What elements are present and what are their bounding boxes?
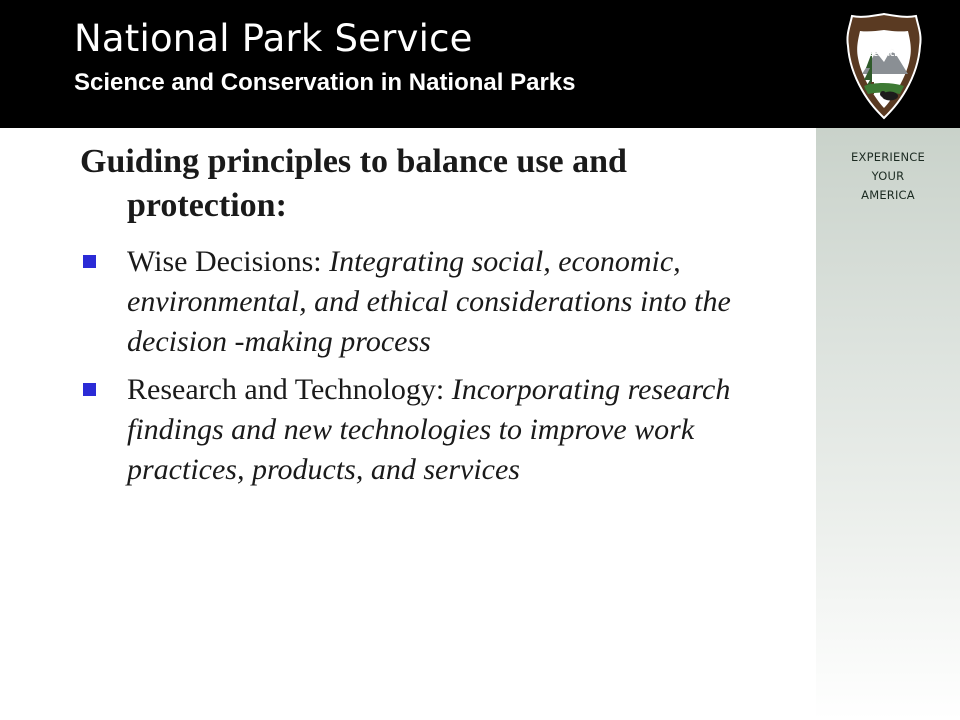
- logo-text-national: NATIONAL: [866, 37, 902, 44]
- bullet-description: Incorporating research findings and new technologies to improve work practices, products, and services: [127, 373, 731, 486]
- slide-heading: Guiding principles to balance use and protection:: [80, 143, 627, 224]
- square-bullet-icon: [83, 255, 96, 268]
- bullet-description: Integrating social, economic, environmental, and ethical considerations into the decision -making process: [127, 245, 731, 358]
- bullet-lead: Wise Decisions:: [127, 245, 330, 278]
- sidebar-panel: [816, 128, 960, 720]
- bullet-list: [80, 242, 780, 490]
- page-title: National Park Service: [74, 17, 473, 60]
- logo-text-park: PARK: [874, 44, 894, 51]
- header-bar: [0, 0, 960, 128]
- logo-text-service: SERVICE: [869, 51, 899, 58]
- tagline: [816, 148, 960, 205]
- tagline-line-1: EXPERIENCE: [851, 150, 925, 164]
- square-bullet-icon: [83, 383, 96, 396]
- list-item: [80, 242, 780, 362]
- tagline-line-3: AMERICA: [861, 188, 915, 202]
- slide-content: [80, 140, 780, 498]
- nps-arrowhead-icon: [842, 12, 926, 120]
- page-subtitle: Science and Conservation in National Parks: [74, 69, 576, 96]
- tagline-line-2: YOUR: [871, 169, 905, 183]
- bullet-lead: Research and Technology:: [127, 373, 452, 406]
- list-item: [80, 370, 780, 490]
